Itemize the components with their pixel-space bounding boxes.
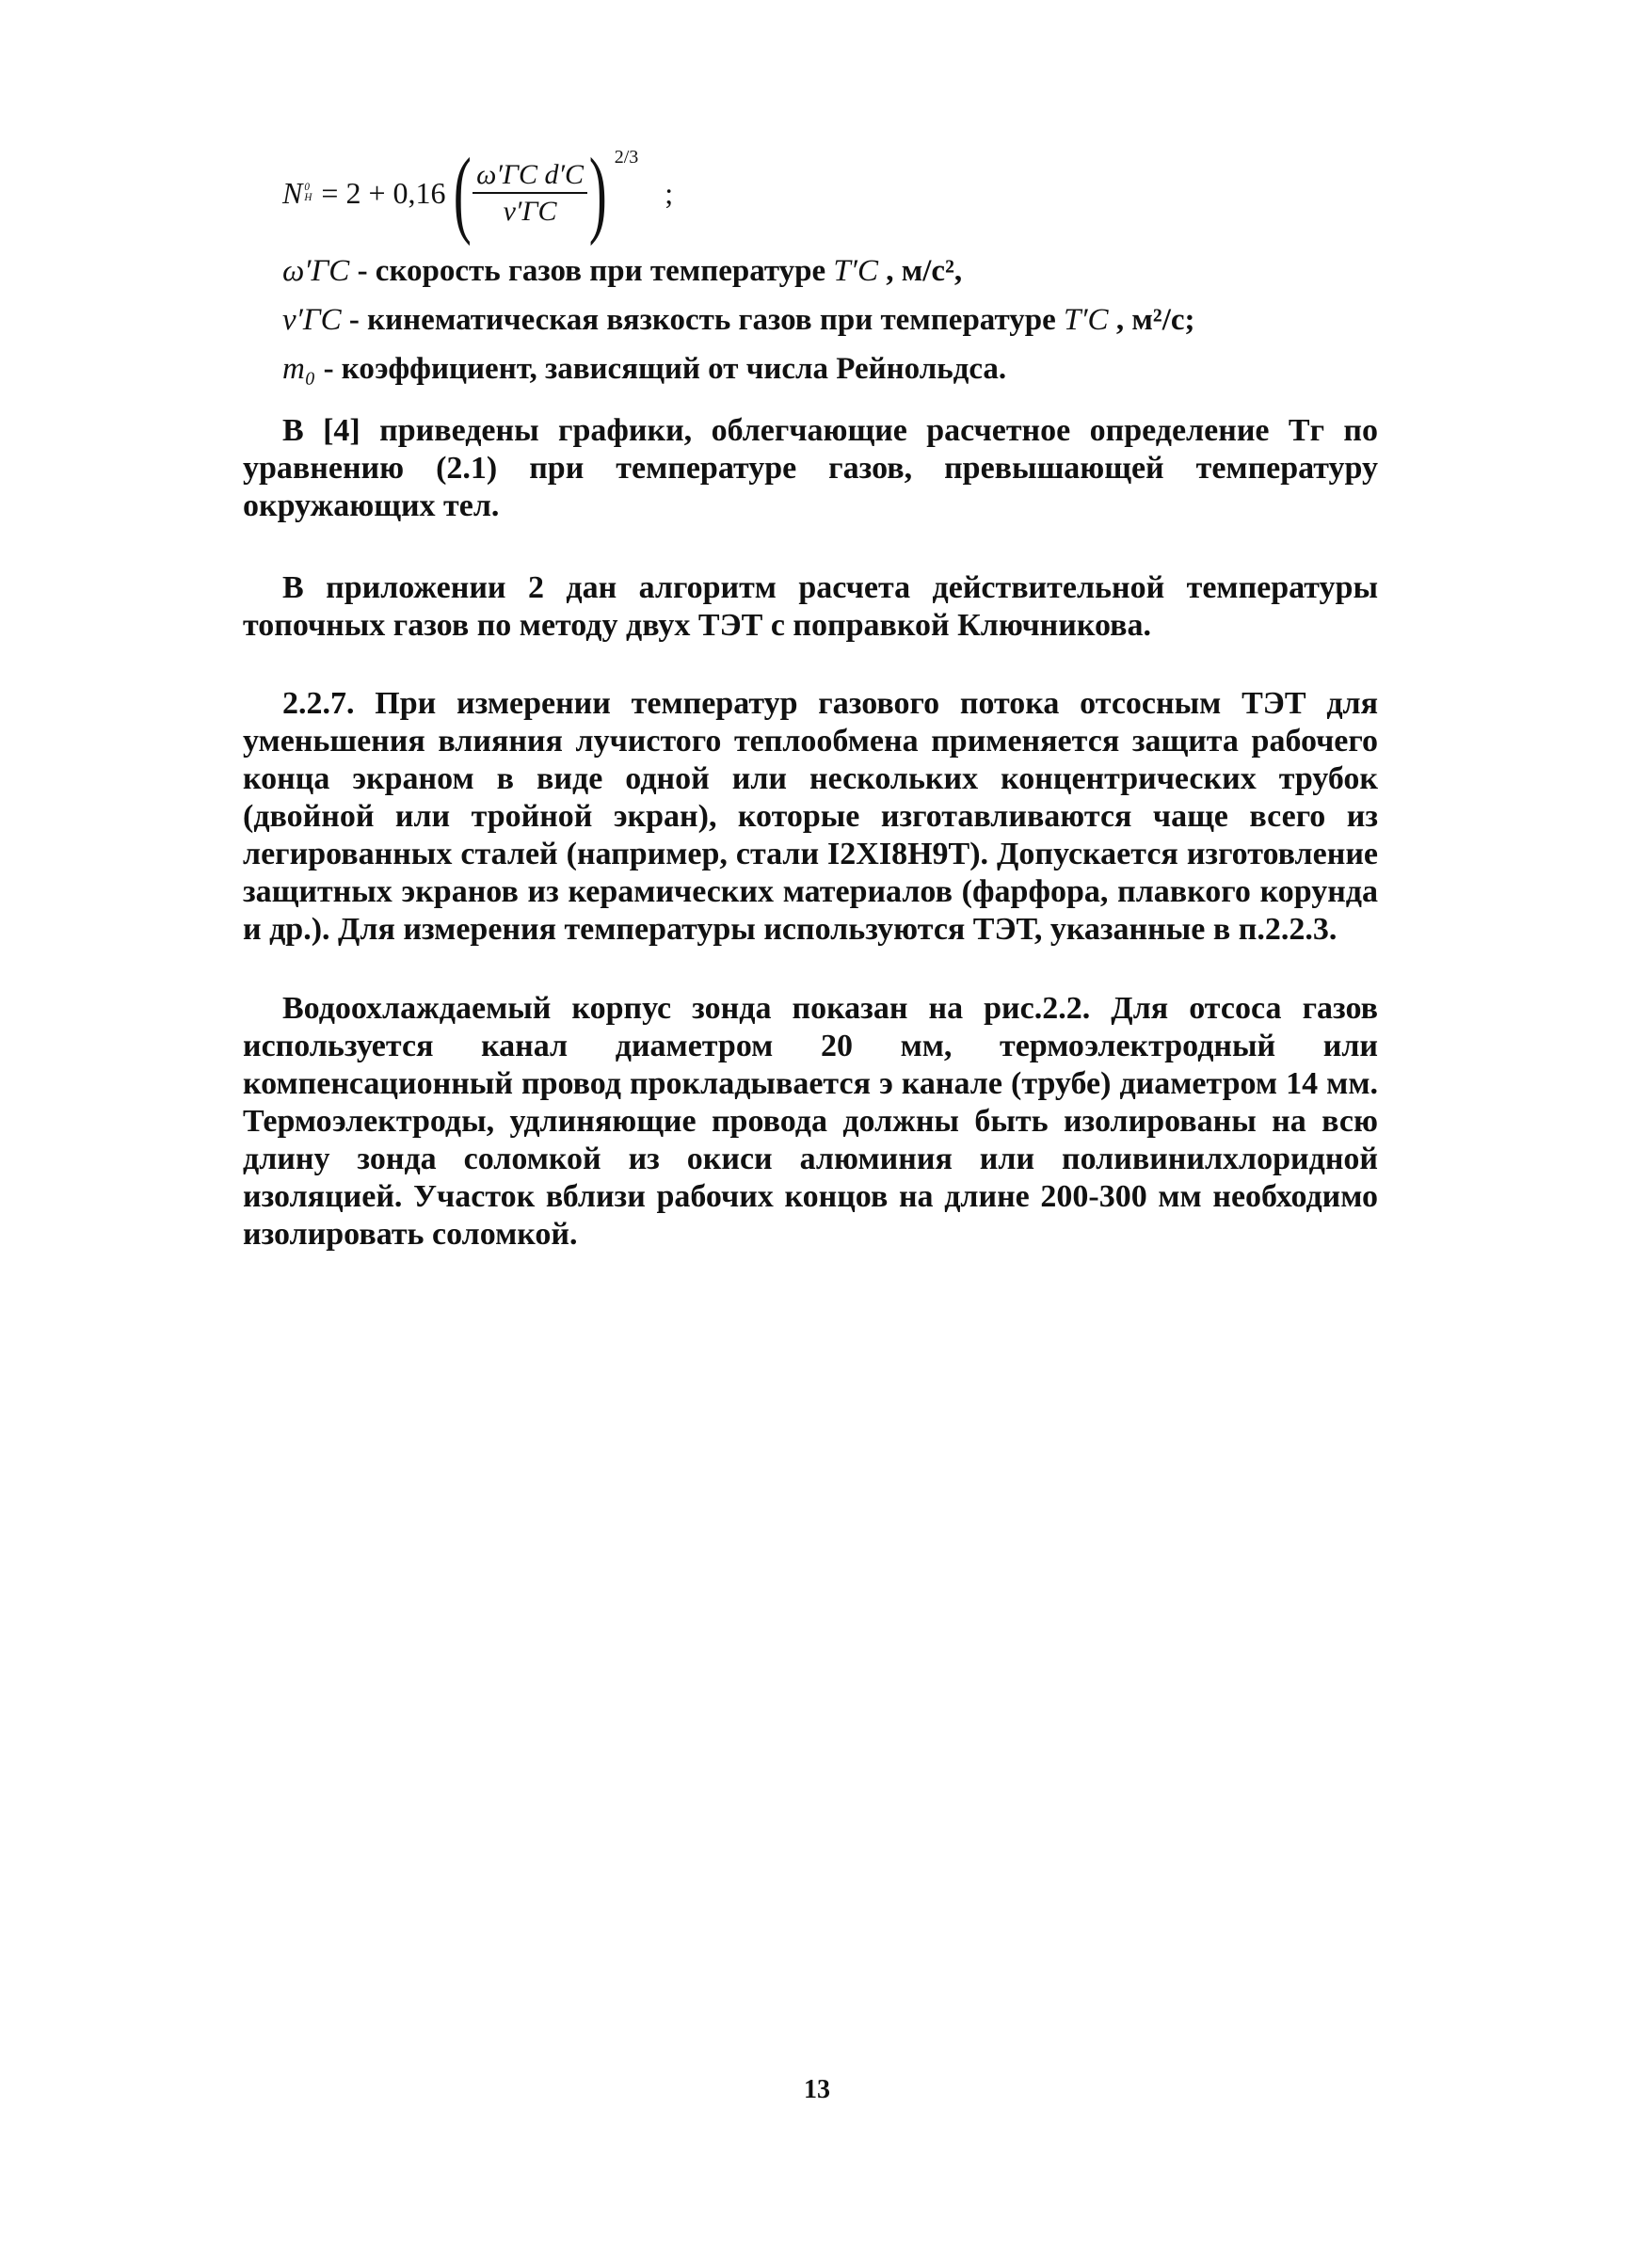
left-paren: ( <box>453 138 472 247</box>
nusselt-formula <box>282 138 674 247</box>
formula-lhs-sub: H <box>304 192 312 203</box>
definition-line: m₀ - коэффициент, зависящий от числа Рейнольдса. <box>282 352 1007 386</box>
formula-fraction <box>473 159 587 227</box>
formula-lhs-sup: 0 <box>304 181 310 193</box>
formula-denominator: ν′ГС <box>503 196 557 227</box>
formula-lhs: N <box>282 175 303 210</box>
formula-numerator: ω′ГС d′С <box>473 159 587 194</box>
paragraph-section-2-2-7: 2.2.7. При измерении температур газового потока отсосным ТЭТ для уменьшения влияния лучистого теплообмена применяется защита рабочего конца экраном в виде одной или нескольких концентрических трубок (двойной или тройной экран), которые изготавливаются чаще всего из легированных сталей (например, стали I2XI8H9T). Допускается изготовление защитных экранов из керамических материалов (фарфора, плавкого корунда и др.). Для измерения температуры используются ТЭТ, указанные в п.2.2.3. <box>243 686 1378 947</box>
page-number: 13 <box>804 2075 830 2104</box>
right-paren: ) <box>588 138 607 247</box>
paragraph-probe-body: Водоохлаждаемый корпус зонда показан на рис.2.2. Для отсоса газов используется канал диаметром 20 мм, термоэлектродный или компенсационный провод прокладывается э канале (трубе) диаметром 14 мм. Термоэлектроды, удлиняющие провода должны быть изолированы на всю длину зонда соломкой из окиси алюминия или поливинилхлоридной изоляцией. Участок вблизи рабочих концов на длине 200-300 мм необходимо изолировать соломкой. <box>243 991 1378 1252</box>
symbol-definitions <box>282 247 1195 393</box>
definition-line: ν′ГС - кинематическая вязкость газов при температуре T′С , м²/с; <box>282 303 1195 337</box>
paragraph-graphs-reference: В [4] приведены графики, облегчающие расчетное определение Tг по уравнению (2.1) при температуре газов, превышающей температуру окружающих тел. <box>243 413 1378 523</box>
formula-terminator: ; <box>665 175 674 210</box>
formula-equals-expression: = 2 + 0,16 <box>321 175 446 210</box>
definition-line: ω′ГС - скорость газов при температуре T′С , м/с², <box>282 254 963 288</box>
formula-exponent: 2/3 <box>614 147 639 168</box>
paragraph-appendix-algorithm: В приложении 2 дан алгоритм расчета действительной температуры топочных газов по методу двух ТЭТ с поправкой Ключникова. <box>243 570 1378 643</box>
